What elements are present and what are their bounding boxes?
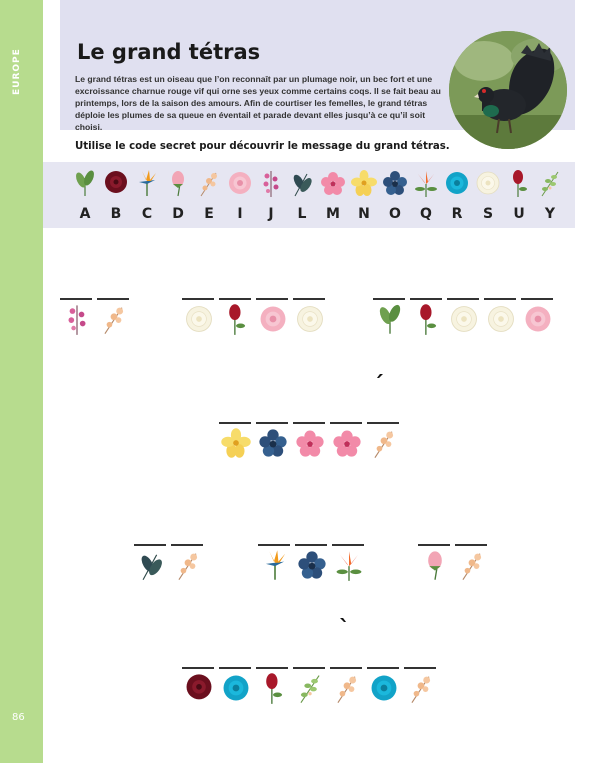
code-key-S	[473, 168, 503, 224]
answer-slot[interactable]	[455, 544, 487, 594]
peach-blossom-sprig-icon	[173, 548, 203, 582]
code-key-N	[349, 168, 379, 224]
yellow-flower-icon	[221, 426, 251, 460]
answer-slot[interactable]	[256, 422, 288, 472]
answer-line	[332, 544, 364, 546]
code-key-E	[194, 168, 224, 224]
pink-bud-icon	[165, 168, 191, 198]
answer-line	[258, 544, 290, 546]
red-tulip-icon	[412, 302, 442, 336]
key-letter: D	[172, 206, 184, 222]
answer-slot[interactable]	[418, 544, 450, 594]
key-letter: N	[358, 206, 370, 222]
peach-blossom-sprig-icon	[369, 426, 399, 460]
answer-slot[interactable]	[367, 422, 399, 472]
page-number: 86	[12, 712, 25, 723]
answer-slot[interactable]	[182, 667, 214, 717]
answer-line	[447, 298, 479, 300]
answer-line	[418, 544, 450, 546]
answer-line	[256, 298, 288, 300]
pink-rose-icon	[258, 302, 288, 336]
code-key-D	[163, 168, 193, 224]
code-key-U	[504, 168, 534, 224]
key-letter: U	[513, 206, 525, 222]
answer-slot[interactable]	[293, 667, 325, 717]
answer-line	[293, 422, 325, 424]
key-letter: B	[110, 206, 122, 222]
code-key-A	[70, 168, 100, 224]
answer-line	[182, 298, 214, 300]
code-key-R	[442, 168, 472, 224]
peach-blossom-sprig-icon	[457, 548, 487, 582]
blue-flower-icon	[258, 426, 288, 460]
answer-line	[367, 667, 399, 669]
grave-accent: `	[339, 617, 350, 642]
white-rose-icon	[184, 302, 214, 336]
blue-flower-icon	[382, 168, 408, 198]
answer-line	[219, 298, 251, 300]
code-key-I	[225, 168, 255, 224]
key-letter: E	[204, 206, 214, 222]
key-letter: I	[237, 206, 243, 222]
answer-slot[interactable]	[447, 298, 479, 348]
pink-bud-icon	[420, 548, 450, 582]
peach-blossom-sprig-icon	[99, 302, 129, 336]
pink-rose-icon	[227, 168, 253, 198]
green-leaves-flower-icon	[72, 168, 98, 198]
key-letter: C	[141, 206, 153, 222]
code-key-M	[318, 168, 348, 224]
answer-slot[interactable]	[60, 298, 92, 348]
answer-line	[330, 422, 362, 424]
answer-slot[interactable]	[367, 667, 399, 717]
yellow-flower-icon	[351, 168, 377, 198]
intro-paragraph: Le grand tétras est un oiseau que l’on reconnaît par un plumage noir, un bec fort et une excroissance charnue rouge vif qui orne ses yeux comme certains coqs. Il se fait beau au printemps, lors de la saison des amours. Afin de courtiser les femelles, le grand tétras déploie les plumes de sa queue en éventail et parade devant elles jusqu’à ce qu’il soit choisi.	[75, 74, 441, 132]
answer-slot[interactable]	[258, 544, 290, 594]
region-label: EUROPE	[12, 48, 22, 96]
answer-slot[interactable]	[295, 544, 327, 594]
peach-blossom-sprig-icon	[332, 671, 362, 705]
pink-hibiscus-icon	[295, 426, 325, 460]
bird-of-paradise-icon	[134, 168, 160, 198]
answer-slot[interactable]	[332, 544, 364, 594]
key-letter: S	[482, 206, 494, 222]
answer-line	[373, 298, 405, 300]
key-letter: Q	[420, 206, 432, 222]
code-key-B	[101, 168, 131, 224]
pink-rose-icon	[523, 302, 553, 336]
answer-slot[interactable]	[97, 298, 129, 348]
blue-flower-icon	[297, 548, 327, 582]
dark-red-rose-icon	[184, 671, 214, 705]
answer-slot[interactable]	[219, 422, 251, 472]
answer-slot[interactable]	[219, 667, 251, 717]
green-leaves-flower-icon	[375, 302, 405, 336]
answer-line	[256, 422, 288, 424]
cyan-rose-icon	[221, 671, 251, 705]
page-title: Le grand tétras	[77, 40, 261, 64]
instruction-text: Utilise le code secret pour découvrir le message du grand tétras.	[75, 141, 450, 152]
key-letter: L	[297, 206, 307, 222]
answer-line	[404, 667, 436, 669]
answer-line	[256, 667, 288, 669]
red-tulip-icon	[506, 168, 532, 198]
code-key-Y	[535, 168, 565, 224]
key-letter: Y	[544, 206, 556, 222]
pink-sprig-icon	[258, 168, 284, 198]
key-letter: A	[79, 206, 91, 222]
orange-lily-icon	[334, 548, 364, 582]
key-letter: R	[451, 206, 463, 222]
code-key-L	[287, 168, 317, 224]
cyan-rose-icon	[444, 168, 470, 198]
answer-line	[219, 667, 251, 669]
navy-leaves-icon	[136, 548, 166, 582]
code-key-C	[132, 168, 162, 224]
white-rose-icon	[295, 302, 325, 336]
answer-slot[interactable]	[330, 667, 362, 717]
bird-of-paradise-icon	[260, 548, 290, 582]
acute-accent: ´	[373, 373, 384, 398]
answer-slot[interactable]	[410, 298, 442, 348]
pink-hibiscus-icon	[332, 426, 362, 460]
answer-slot[interactable]	[256, 667, 288, 717]
key-letter: J	[268, 206, 274, 222]
answer-line	[455, 544, 487, 546]
red-tulip-icon	[221, 302, 251, 336]
answer-line	[410, 298, 442, 300]
answer-slot[interactable]	[293, 422, 325, 472]
answer-slot[interactable]	[373, 298, 405, 348]
answer-line	[182, 667, 214, 669]
white-rose-icon	[475, 168, 501, 198]
key-letter: M	[326, 206, 340, 222]
answer-slot[interactable]	[330, 422, 362, 472]
cyan-rose-icon	[369, 671, 399, 705]
answer-line	[521, 298, 553, 300]
white-rose-icon	[449, 302, 479, 336]
answer-line	[330, 667, 362, 669]
answer-line	[484, 298, 516, 300]
white-rose-icon	[486, 302, 516, 336]
pink-hibiscus-icon	[320, 168, 346, 198]
green-sprig-icon	[295, 671, 325, 705]
answer-slot[interactable]	[182, 298, 214, 348]
answer-slot[interactable]	[484, 298, 516, 348]
answer-slot[interactable]	[521, 298, 553, 348]
code-key-O	[380, 168, 410, 224]
answer-line	[171, 544, 203, 546]
answer-line	[295, 544, 327, 546]
peach-blossom-sprig-icon	[196, 168, 222, 198]
pink-sprig-icon	[62, 302, 92, 336]
capercaillie-photo	[449, 31, 567, 149]
side-band	[0, 0, 43, 763]
answer-slot[interactable]	[219, 298, 251, 348]
answer-slot[interactable]	[404, 667, 436, 717]
answer-line	[293, 298, 325, 300]
answer-line	[60, 298, 92, 300]
dark-red-rose-icon	[103, 168, 129, 198]
green-sprig-icon	[537, 168, 563, 198]
answer-line	[134, 544, 166, 546]
answer-line	[293, 667, 325, 669]
code-key-Q	[411, 168, 441, 224]
code-key-J	[256, 168, 286, 224]
answer-slot[interactable]	[134, 544, 166, 594]
answer-line	[97, 298, 129, 300]
answer-slot[interactable]	[171, 544, 203, 594]
answer-line	[219, 422, 251, 424]
answer-slot[interactable]	[256, 298, 288, 348]
peach-blossom-sprig-icon	[406, 671, 436, 705]
answer-slot[interactable]	[293, 298, 325, 348]
answer-line	[367, 422, 399, 424]
orange-lily-icon	[413, 168, 439, 198]
navy-leaves-icon	[289, 168, 315, 198]
key-letter: O	[389, 206, 401, 222]
red-tulip-icon	[258, 671, 288, 705]
